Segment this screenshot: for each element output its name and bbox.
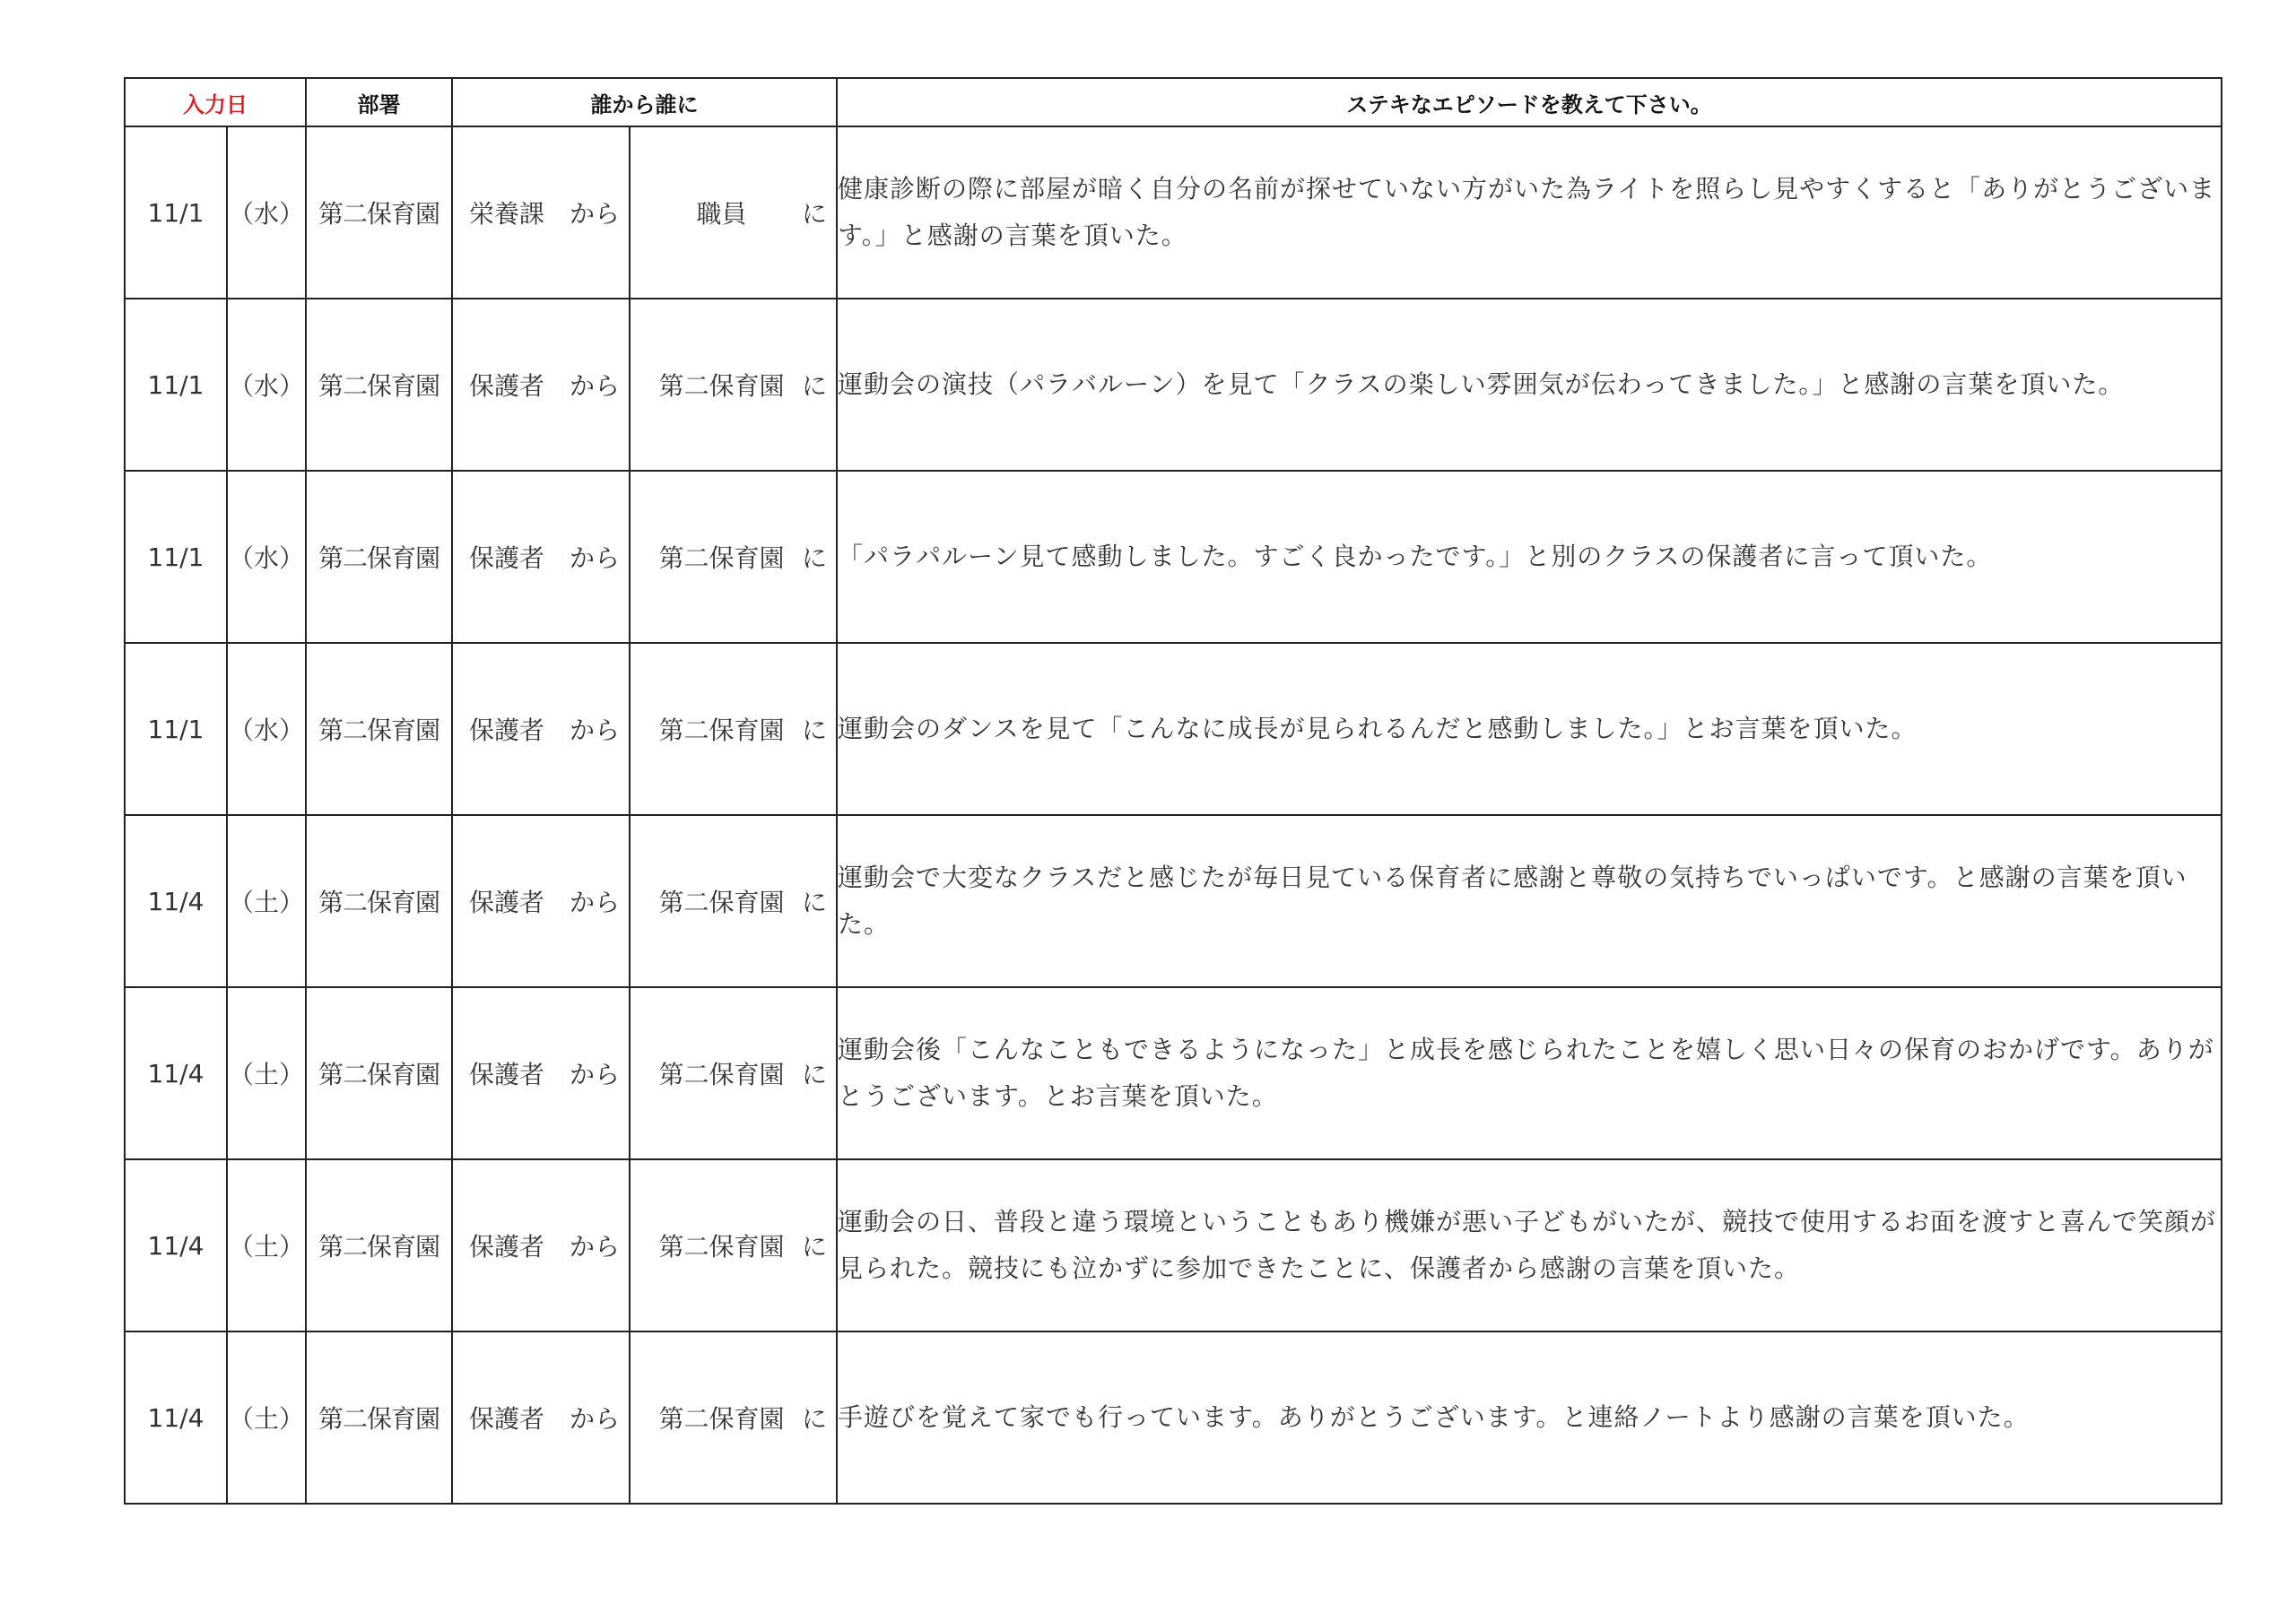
- to-name: 第二保育園: [658, 1404, 785, 1434]
- from-name: 保護者: [469, 371, 545, 401]
- header-episode: ステキなエピソードを教えて下さい。: [837, 78, 2222, 126]
- from-name: 保護者: [469, 716, 545, 745]
- to-name: 第二保育園: [658, 543, 785, 573]
- from-particle: から: [569, 371, 620, 401]
- from-cell: [452, 299, 630, 471]
- date-cell: 11/4: [125, 987, 227, 1159]
- from-name: 栄養課: [469, 199, 545, 229]
- from-cell: [452, 643, 630, 815]
- department-cell: 第二保育園: [306, 471, 452, 643]
- to-cell: [630, 299, 837, 471]
- episode-table: [124, 77, 2222, 1505]
- from-name: 保護者: [469, 888, 545, 917]
- to-cell: [630, 815, 837, 987]
- department-cell: 第二保育園: [306, 643, 452, 815]
- table-row: [125, 126, 2222, 299]
- header-date: 入力日: [125, 78, 306, 126]
- header-from-to: 誰から誰に: [452, 78, 837, 126]
- from-particle: から: [569, 543, 620, 573]
- from-name: 保護者: [469, 1060, 545, 1089]
- table-row: [125, 299, 2222, 471]
- table-row: [125, 643, 2222, 815]
- table-header-row: [125, 78, 2222, 126]
- date-cell: 11/4: [125, 815, 227, 987]
- to-name: 第二保育園: [658, 716, 785, 745]
- table-row: [125, 471, 2222, 643]
- department-cell: 第二保育園: [306, 299, 452, 471]
- to-name: 第二保育園: [658, 1232, 785, 1262]
- from-name: 保護者: [469, 543, 545, 573]
- from-cell: [452, 1159, 630, 1331]
- department-cell: 第二保育園: [306, 126, 452, 299]
- to-particle: に: [801, 199, 827, 229]
- date-cell: 11/1: [125, 299, 227, 471]
- date-cell: 11/1: [125, 126, 227, 299]
- to-name: 職員: [696, 199, 747, 229]
- episode-cell: 運動会のダンスを見て「こんなに成長が見られるんだと感動しました。」とお言葉を頂いた。: [837, 643, 2222, 815]
- department-cell: 第二保育園: [306, 1331, 452, 1504]
- table-row: [125, 815, 2222, 987]
- to-particle: に: [801, 1404, 827, 1434]
- to-cell: [630, 987, 837, 1159]
- date-cell: 11/1: [125, 471, 227, 643]
- from-particle: から: [569, 1060, 620, 1089]
- from-cell: [452, 815, 630, 987]
- from-cell: [452, 471, 630, 643]
- header-department: 部署: [306, 78, 452, 126]
- to-particle: に: [801, 1232, 827, 1262]
- to-cell: [630, 643, 837, 815]
- to-cell: [630, 126, 837, 299]
- from-cell: [452, 987, 630, 1159]
- weekday-cell: （水）: [227, 643, 306, 815]
- from-name: 保護者: [469, 1232, 545, 1262]
- date-cell: 11/4: [125, 1159, 227, 1331]
- to-name: 第二保育園: [658, 371, 785, 401]
- from-particle: から: [569, 716, 620, 745]
- weekday-cell: （土）: [227, 1159, 306, 1331]
- from-cell: [452, 126, 630, 299]
- date-cell: 11/4: [125, 1331, 227, 1504]
- weekday-cell: （水）: [227, 299, 306, 471]
- from-particle: から: [569, 888, 620, 917]
- to-particle: に: [801, 888, 827, 917]
- to-particle: に: [801, 543, 827, 573]
- weekday-cell: （土）: [227, 815, 306, 987]
- weekday-cell: （土）: [227, 1331, 306, 1504]
- episode-cell: 運動会後「こんなこともできるようになった」と成長を感じられたことを嬉しく思い日々の保育のおかげです。ありがとうございます。とお言葉を頂いた。: [837, 987, 2222, 1159]
- episode-cell: 運動会の演技（パラバルーン）を見て「クラスの楽しい雰囲気が伝わってきました。」と感謝の言葉を頂いた。: [837, 299, 2222, 471]
- from-particle: から: [569, 199, 620, 229]
- table-row: [125, 1159, 2222, 1331]
- department-cell: 第二保育園: [306, 1159, 452, 1331]
- to-particle: に: [801, 716, 827, 745]
- episode-cell: 手遊びを覚えて家でも行っています。ありがとうございます。と連絡ノートより感謝の言葉を頂いた。: [837, 1331, 2222, 1504]
- weekday-cell: （水）: [227, 126, 306, 299]
- episode-cell: 運動会で大変なクラスだと感じたが毎日見ている保育者に感謝と尊敬の気持ちでいっぱいです。と感謝の言葉を頂いた。: [837, 815, 2222, 987]
- department-cell: 第二保育園: [306, 987, 452, 1159]
- to-name: 第二保育園: [658, 888, 785, 917]
- from-cell: [452, 1331, 630, 1504]
- from-particle: から: [569, 1404, 620, 1434]
- from-particle: から: [569, 1232, 620, 1262]
- from-name: 保護者: [469, 1404, 545, 1434]
- to-cell: [630, 471, 837, 643]
- to-cell: [630, 1159, 837, 1331]
- to-cell: [630, 1331, 837, 1504]
- weekday-cell: （土）: [227, 987, 306, 1159]
- to-name: 第二保育園: [658, 1060, 785, 1089]
- episode-cell: 運動会の日、普段と違う環境ということもあり機嫌が悪い子どもがいたが、競技で使用するお面を渡すと喜んで笑顔が見られた。競技にも泣かずに参加できたことに、保護者から感謝の言葉を頂いた。: [837, 1159, 2222, 1331]
- table-row: [125, 987, 2222, 1159]
- table-row: [125, 1331, 2222, 1504]
- weekday-cell: （水）: [227, 471, 306, 643]
- to-particle: に: [801, 1060, 827, 1089]
- episode-cell: 健康診断の際に部屋が暗く自分の名前が探せていない方がいた為ライトを照らし見やすくすると「ありがとうございます。」と感謝の言葉を頂いた。: [837, 126, 2222, 299]
- date-cell: 11/1: [125, 643, 227, 815]
- episode-cell: 「パラパルーン見て感動しました。すごく良かったです。」と別のクラスの保護者に言って頂いた。: [837, 471, 2222, 643]
- department-cell: 第二保育園: [306, 815, 452, 987]
- to-particle: に: [801, 371, 827, 401]
